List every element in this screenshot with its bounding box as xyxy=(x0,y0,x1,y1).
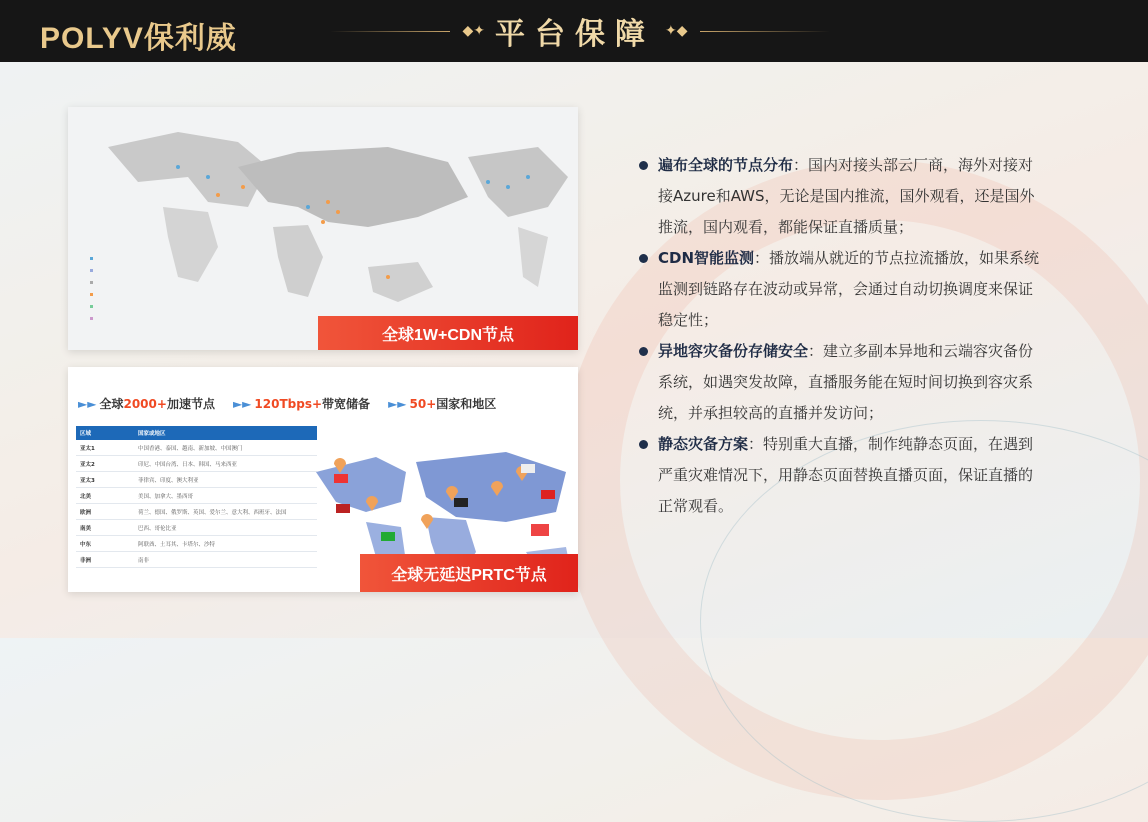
table-row: 亚太1 中国香港、泰国、越南、新加坡、中国澳门 xyxy=(76,440,317,456)
stats-row xyxy=(78,395,496,412)
table-row: 南美 巴西、哥伦比亚 xyxy=(76,520,317,536)
table-row: 欧洲 荷兰、德国、俄罗斯、英国、爱尔兰、意大利、西班牙、法国 xyxy=(76,504,317,520)
col-header-region: 区域 xyxy=(76,426,134,440)
list-item: 遍布全球的节点分布：国内对接头部云厂商，海外对接对接Azure和AWS，无论是国内推流，国外观看，还是国外推流，国内观看，都能保证直播质量； xyxy=(640,150,1040,243)
bullet-icon xyxy=(639,347,648,356)
stat-nodes: ►► 全球2000+加速节点 xyxy=(78,397,215,411)
world-map-image xyxy=(68,107,578,350)
header-bar xyxy=(0,0,1148,62)
title-line-left xyxy=(330,31,450,32)
cdn-caption: 全球1W+CDN节点 xyxy=(318,316,578,350)
table-row: 中东 阿联酋、土耳其、卡塔尔、沙特 xyxy=(76,536,317,552)
table-row: 亚太3 菲律宾、印度、澳大利亚 xyxy=(76,472,317,488)
list-item: CDN智能监测：播放端从就近的节点拉流播放，如果系统监测到链路存在波动或异常，会通过自动切换调度来保证稳定性； xyxy=(640,243,1040,336)
stat-countries: ►► 50+国家和地区 xyxy=(388,397,497,411)
stat-bandwidth: ►► 120Tbps+带宽储备 xyxy=(232,397,371,411)
diamond-icon: ✦◆ xyxy=(665,23,688,39)
list-item: 异地容灾备份存储安全：建立多副本异地和云端容灾备份系统，如遇突发故障，直播服务能在短时间切换到容灾系统，并承担较高的直播并发访问； xyxy=(640,336,1040,429)
prtc-card xyxy=(68,367,578,592)
table-row: 北美 美国、加拿大、墨西哥 xyxy=(76,488,317,504)
diamond-icon: ◆✦ xyxy=(462,23,485,39)
region-table xyxy=(76,426,317,568)
bullet-icon xyxy=(639,440,648,449)
list-item: 静态灾备方案：特别重大直播，制作纯静态页面，在遇到严重灾难情况下，用静态页面替换直播页面，保证直播的正常观看。 xyxy=(640,429,1040,522)
table-row: 非洲 南非 xyxy=(76,552,317,568)
page-title: 平台保障 xyxy=(495,17,655,52)
feature-list xyxy=(640,150,1040,522)
table-row: 亚太2 印尼、中国台湾、日本、韩国、马来西亚 xyxy=(76,456,317,472)
title-line-right xyxy=(700,31,830,32)
bullet-icon xyxy=(639,254,648,263)
bullet-icon xyxy=(639,161,648,170)
col-header-country: 国家或地区 xyxy=(134,426,317,440)
prtc-caption: 全球无延迟PRTC节点 xyxy=(360,554,578,592)
cdn-map-card xyxy=(68,107,578,350)
brand-logo: POLYV保利威 xyxy=(40,22,237,55)
title-group xyxy=(440,10,710,52)
